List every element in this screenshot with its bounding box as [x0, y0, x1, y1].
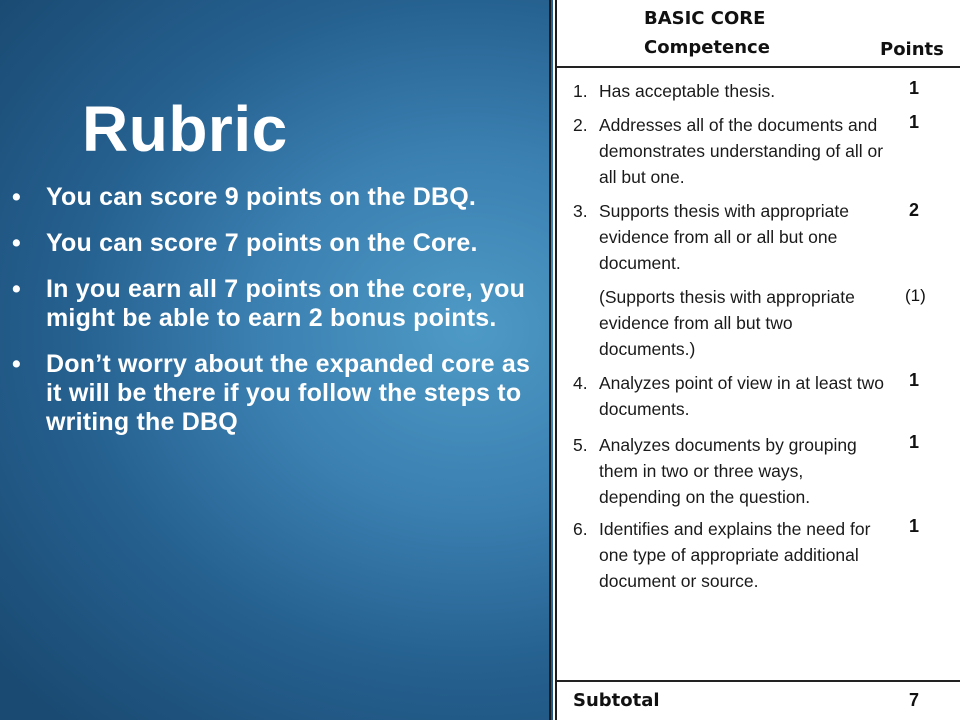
bullet-dot-icon: • — [12, 183, 21, 211]
rubric-row-points: 1 — [909, 516, 920, 536]
rubric-border-outer — [549, 0, 551, 720]
bullet-text: Don’t worry about the expanded core as it will be there if you follow the steps to writing the DBQ — [46, 350, 531, 436]
rubric-table-image — [553, 0, 960, 720]
rubric-header-competence: Competence — [644, 37, 770, 58]
rubric-row-points: 1 — [909, 432, 920, 452]
bullet-item — [0, 229, 540, 258]
rubric-subtotal-label: Subtotal — [573, 690, 660, 711]
rubric-row-number: 6. — [573, 519, 588, 539]
rubric-header-basic-core: BASIC CORE — [644, 8, 766, 29]
rubric-row-text: (Supports thesis with appropriate evidence from all but two documents.) — [599, 287, 855, 359]
slide-title: Rubric — [82, 93, 288, 165]
rubric-header-points: Points — [880, 39, 944, 60]
rubric-row-number: 2. — [573, 115, 588, 135]
rubric-row-text: Has acceptable thesis. — [599, 81, 776, 101]
rubric-row-number: 5. — [573, 435, 588, 455]
bullet-dot-icon: • — [12, 350, 21, 378]
rubric-divider — [557, 66, 960, 68]
bullet-dot-icon: • — [12, 275, 21, 303]
bullet-item — [0, 275, 540, 333]
rubric-row-points: 1 — [909, 78, 920, 98]
rubric-subtotal-points: 7 — [909, 690, 920, 710]
rubric-row-text: Analyzes documents by grouping them in two or three ways, depending on the question. — [599, 435, 857, 507]
bullet-text: You can score 7 points on the Core. — [46, 229, 478, 257]
rubric-row-points: 2 — [909, 200, 920, 220]
rubric-row-points: (1) — [905, 286, 926, 305]
rubric-row-points: 1 — [909, 112, 920, 132]
bullet-item — [0, 350, 540, 437]
rubric-row-text: Identifies and explains the need for one type of appropriate additional document or source. — [599, 519, 871, 591]
rubric-border-inner — [555, 0, 557, 720]
bullet-text: You can score 9 points on the DBQ. — [46, 183, 477, 211]
rubric-row-points: 1 — [909, 370, 920, 390]
bullet-dot-icon: • — [12, 229, 21, 257]
rubric-divider — [557, 680, 960, 682]
rubric-row-text: Analyzes point of view in at least two documents. — [599, 373, 885, 419]
bullet-text: In you earn all 7 points on the core, you might be able to earn 2 bonus points. — [46, 275, 526, 332]
rubric-row-number: 4. — [573, 373, 588, 393]
bullet-list — [0, 183, 540, 454]
rubric-row-number: 3. — [573, 201, 588, 221]
rubric-row-text: Supports thesis with appropriate evidence from all or all but one document. — [599, 201, 849, 273]
bullet-item — [0, 183, 540, 212]
rubric-row-text: Addresses all of the documents and demonstrates understanding of all or all but one. — [599, 115, 884, 187]
rubric-row-number: 1. — [573, 81, 588, 101]
